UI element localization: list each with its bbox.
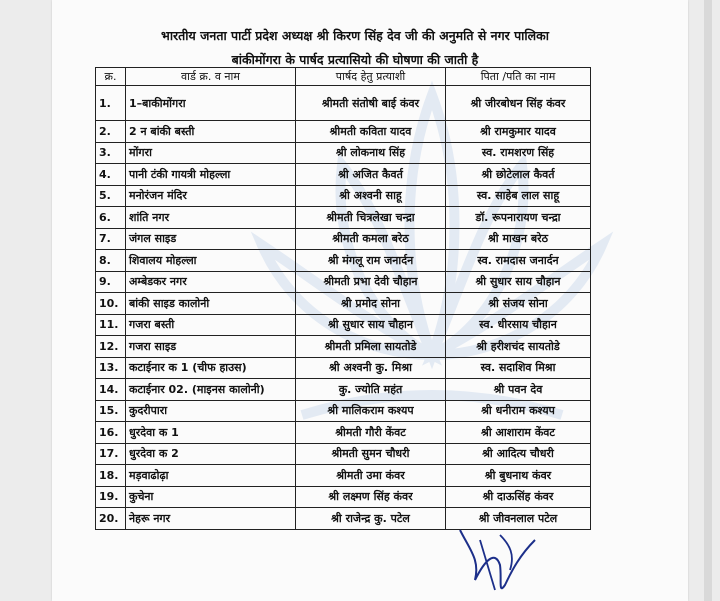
ward-cell: 2 न बांकी बस्ती [126, 121, 296, 143]
heading-line-1: भारतीय जनता पार्टी प्रदेश अध्यक्ष श्री किरण सिंह देव जी की अनुमति से नगर पालिका [161, 28, 549, 43]
table-row [96, 121, 591, 143]
candidate-table [95, 67, 591, 530]
ward-cell: गजरा साइड [126, 336, 296, 358]
ward-cell: कटाईनार क 1 (चीफ हाउस) [126, 357, 296, 379]
candidate-cell: श्रीमती कविता यादव [296, 121, 446, 143]
table-row [96, 228, 591, 250]
candidate-cell: श्री लोकनाथ सिंह [296, 142, 446, 164]
serial-cell: 13. [96, 357, 126, 379]
table-row [96, 293, 591, 315]
column-header-ward: वार्ड क्र. व नाम [126, 68, 296, 86]
table-row [96, 207, 591, 229]
candidate-cell: श्री मालिकराम कश्यप [296, 400, 446, 422]
serial-cell: 20. [96, 508, 126, 530]
table-row [96, 379, 591, 401]
ward-cell: नेहरू नगर [126, 508, 296, 530]
parent-cell: श्री आशाराम केंवट [446, 422, 591, 444]
parent-cell: श्री जीरबोधन सिंह कंवर [446, 86, 591, 121]
serial-cell: 6. [96, 207, 126, 229]
candidate-cell: श्री प्रमोद सोना [296, 293, 446, 315]
column-header-serial: क्र. [96, 68, 126, 86]
parent-cell: स्व. साहेब लाल साहू [446, 185, 591, 207]
table-row [96, 443, 591, 465]
serial-cell: 14. [96, 379, 126, 401]
serial-cell: 3. [96, 142, 126, 164]
serial-cell: 18. [96, 465, 126, 487]
ward-cell: बांकी साइड कालोनी [126, 293, 296, 315]
ward-cell: अम्बेडकर नगर [126, 271, 296, 293]
candidate-cell: श्रीमती संतोषी बाई कंवर [296, 86, 446, 121]
candidate-cell: श्री अश्वनी कु. मिश्रा [296, 357, 446, 379]
serial-cell: 8. [96, 250, 126, 272]
column-header-candidate: पार्षद हेतु प्रत्याशी [296, 68, 446, 86]
ward-cell: कटाईनार 02. (माइनस कालोनी) [126, 379, 296, 401]
page-edge [704, 0, 712, 601]
candidate-cell: कु. ज्योति महंत [296, 379, 446, 401]
candidate-cell: श्री मंगलू राम जनार्दन [296, 250, 446, 272]
serial-cell: 11. [96, 314, 126, 336]
ward-cell: कुदरीपारा [126, 400, 296, 422]
serial-cell: 15. [96, 400, 126, 422]
serial-cell: 2. [96, 121, 126, 143]
parent-cell: श्री रामकुमार यादव [446, 121, 591, 143]
candidate-cell: श्री अश्वनी साहू [296, 185, 446, 207]
parent-cell: स्व. रामदास जनार्दन [446, 250, 591, 272]
serial-cell: 10. [96, 293, 126, 315]
candidate-cell: श्रीमती चित्रलेखा चन्द्रा [296, 207, 446, 229]
candidate-cell: श्री राजेन्द्र कु. पटेल [296, 508, 446, 530]
parent-cell: श्री संजय सोना [446, 293, 591, 315]
candidate-cell: श्री लक्ष्मण सिंह कंवर [296, 486, 446, 508]
parent-cell: श्री छोटेलाल कैवर्त [446, 164, 591, 186]
table-row [96, 400, 591, 422]
parent-cell: श्री दाऊसिंह कंवर [446, 486, 591, 508]
ward-cell: शिवालय मोहल्ला [126, 250, 296, 272]
table-row [96, 142, 591, 164]
heading-line-2: बांकीमोंगरा के पार्षद प्रत्यासियो की घोषणा की जाती है [231, 52, 479, 67]
candidate-cell: श्रीमती गौरी केंवट [296, 422, 446, 444]
serial-cell: 19. [96, 486, 126, 508]
parent-cell: श्री बुधनाथ कंवर [446, 465, 591, 487]
parent-cell: श्री जीवनलाल पटेल [446, 508, 591, 530]
table-row [96, 185, 591, 207]
ward-cell: धुरदेवा क 2 [126, 443, 296, 465]
table-row [96, 336, 591, 358]
candidate-cell: श्रीमती उमा कंवर [296, 465, 446, 487]
table-row [96, 271, 591, 293]
table-row [96, 422, 591, 444]
ward-cell: मनोरंजन मंदिर [126, 185, 296, 207]
ward-cell: धुरदेवा क 1 [126, 422, 296, 444]
notice-heading [120, 24, 590, 72]
ward-cell: पानी टंकी गायत्री मोहल्ला [126, 164, 296, 186]
column-header-parent: पिता /पति का नाम [446, 68, 591, 86]
parent-cell: श्री माखन बरेठ [446, 228, 591, 250]
table-row [96, 250, 591, 272]
ward-cell: गजरा बस्ती [126, 314, 296, 336]
ward-cell: मड़वाढोढ़ा [126, 465, 296, 487]
parent-cell: स्व. रामशरण सिंह [446, 142, 591, 164]
serial-cell: 5. [96, 185, 126, 207]
candidate-cell: श्रीमती प्रमिला सायतोडे [296, 336, 446, 358]
table-row [96, 357, 591, 379]
candidate-cell: श्रीमती सुमन चौधरी [296, 443, 446, 465]
ward-cell: मोंगरा [126, 142, 296, 164]
table-row [96, 86, 591, 121]
serial-cell: 16. [96, 422, 126, 444]
ward-cell: जंगल साइड [126, 228, 296, 250]
parent-cell: स्व. धीरसाय चौहान [446, 314, 591, 336]
serial-cell: 7. [96, 228, 126, 250]
serial-cell: 12. [96, 336, 126, 358]
serial-cell: 9. [96, 271, 126, 293]
candidate-cell: श्री अजित कैवर्त [296, 164, 446, 186]
candidate-cell: श्रीमती प्रभा देवी चौहान [296, 271, 446, 293]
table-header-row [96, 68, 591, 86]
table-row [96, 486, 591, 508]
parent-cell: श्री आदित्य चौधरी [446, 443, 591, 465]
signature [440, 510, 550, 600]
parent-cell: स्व. सदाशिव मिश्रा [446, 357, 591, 379]
ward-cell: शांति नगर [126, 207, 296, 229]
serial-cell: 4. [96, 164, 126, 186]
table-row [96, 465, 591, 487]
parent-cell: श्री हरीशचंद सायतोडे [446, 336, 591, 358]
candidate-cell: श्री सुधार साय चौहान [296, 314, 446, 336]
ward-cell: 1–बाकीमोंगरा [126, 86, 296, 121]
serial-cell: 17. [96, 443, 126, 465]
parent-cell: श्री धनीराम कश्यप [446, 400, 591, 422]
serial-cell: 1. [96, 86, 126, 121]
ward-cell: कुचेना [126, 486, 296, 508]
parent-cell: डॉ. रूपनारायण चन्द्रा [446, 207, 591, 229]
table-row [96, 314, 591, 336]
parent-cell: श्री सुधार साय चौहान [446, 271, 591, 293]
table-row [96, 164, 591, 186]
candidate-cell: श्रीमती कमला बरेठ [296, 228, 446, 250]
parent-cell: श्री पवन देव [446, 379, 591, 401]
